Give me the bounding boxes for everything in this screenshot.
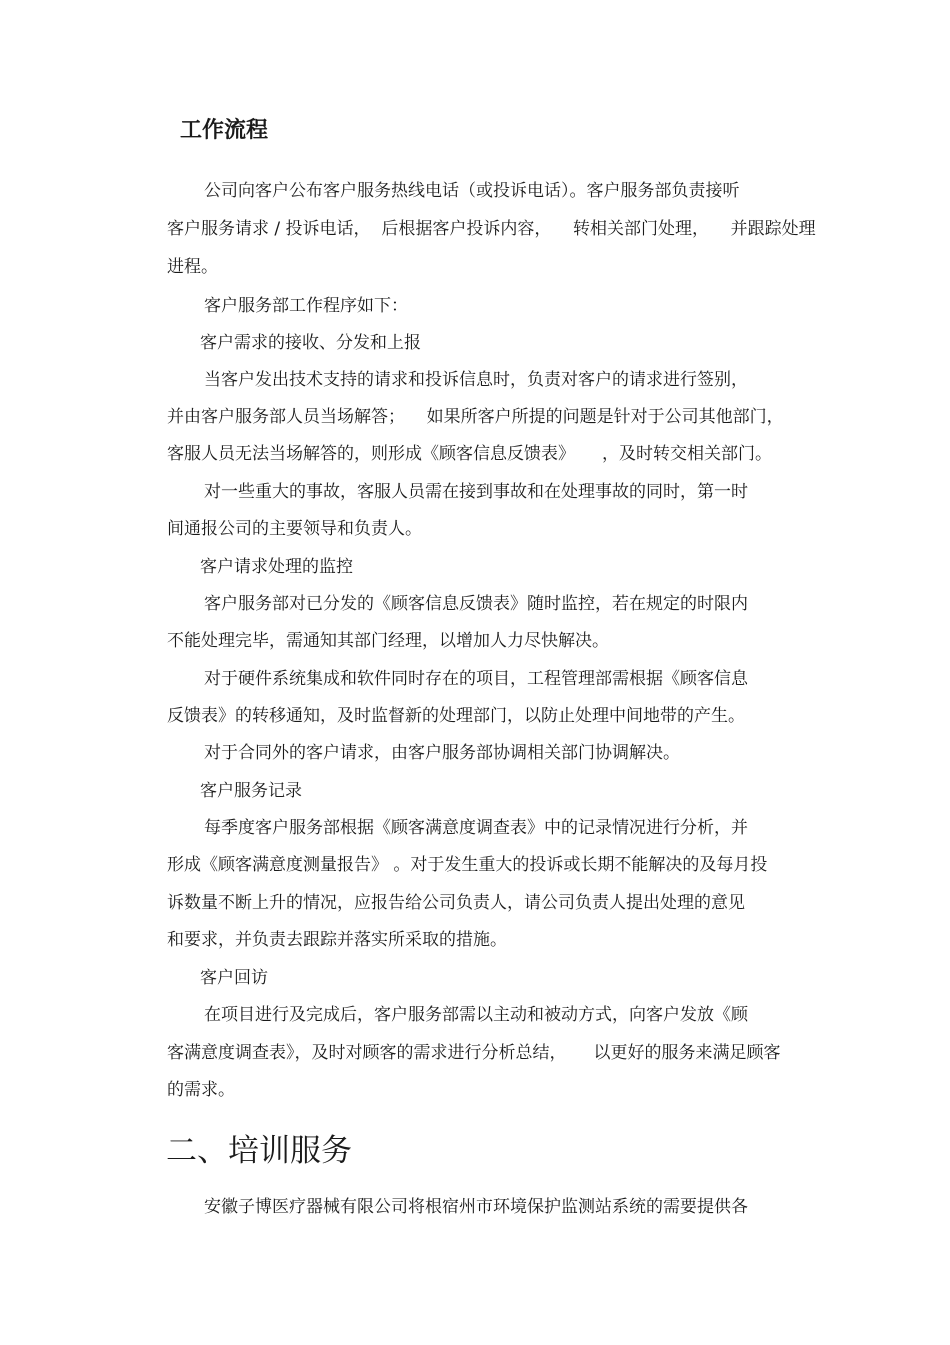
paragraph-line: 不能处理完毕，需通知其部门经理，以增加人力尽快解决。 — [167, 631, 609, 651]
paragraph-line: 反馈表》的转移通知，及时监督新的处理部门，以防止处理中间地带的产生。 — [167, 706, 745, 726]
paragraph-line: 间通报公司的主要领导和负责人。 — [167, 519, 422, 539]
paragraph-line: 形成《顾客满意度测量报告》 。对于发生重大的投诉或长期不能解决的及每月投 — [167, 855, 768, 875]
paragraph-line: 并由客户服务部人员当场解答； 如果所客户所提的问题是针对于公司其他部门， — [167, 407, 784, 427]
subheading-revisit: 客户回访 — [200, 968, 268, 988]
paragraph-line: 每季度客户服务部根据《顾客满意度调查表》中的记录情况进行分析，并 — [204, 818, 748, 838]
section-title-training: 二、培训服务 — [166, 1133, 352, 1169]
section-title-workflow: 工作流程 — [180, 118, 269, 143]
paragraph-line: 客户服务部对已分发的《顾客信息反馈表》随时监控，若在规定的时限内 — [204, 594, 748, 614]
paragraph-line: 诉数量不断上升的情况，应报告给公司负责人，请公司负责人提出处理的意见 — [167, 893, 745, 913]
paragraph-line: 公司向客户公布客户服务热线电话（或投诉电话）。客户服务部负责接听 — [204, 181, 740, 201]
paragraph-line: 对一些重大的事故，客服人员需在接到事故和在处理事故的同时，第一时 — [204, 482, 748, 502]
paragraph-line: 客户服务请求 / 投诉电话， 后根据客户投诉内容， 转相关部门处理， 并跟踪处理 — [167, 219, 816, 239]
paragraph-line: 对于硬件系统集成和软件同时存在的项目，工程管理部需根据《顾客信息 — [204, 669, 748, 689]
paragraph-line: 客服人员无法当场解答的，则形成《顾客信息反馈表》 ，及时转交相关部门。 — [167, 444, 773, 464]
paragraph-line: 的需求。 — [167, 1080, 235, 1100]
paragraph-line: 在项目进行及完成后，客户服务部需以主动和被动方式，向客户发放《顾 — [204, 1005, 748, 1025]
subheading-records: 客户服务记录 — [200, 781, 302, 801]
paragraph-line: 进程。 — [167, 257, 218, 277]
paragraph-line: 当客户发出技术支持的请求和投诉信息时，负责对客户的请求进行签别， — [204, 370, 748, 390]
paragraph-line: 对于合同外的客户请求，由客户服务部协调相关部门协调解决。 — [204, 743, 680, 763]
subheading-receive: 客户需求的接收、分发和上报 — [200, 333, 421, 353]
subheading-monitor: 客户请求处理的监控 — [200, 557, 353, 577]
paragraph-line: 客满意度调查表》，及时对顾客的需求进行分析总结， 以更好的服务来满足顾客 — [167, 1043, 781, 1063]
paragraph-line: 安徽子博医疗器械有限公司将根宿州市环境保护监测站系统的需要提供各 — [204, 1197, 748, 1217]
paragraph-line: 客户服务部工作程序如下： — [204, 296, 408, 316]
paragraph-line: 和要求，并负责去跟踪并落实所采取的措施。 — [167, 930, 507, 950]
